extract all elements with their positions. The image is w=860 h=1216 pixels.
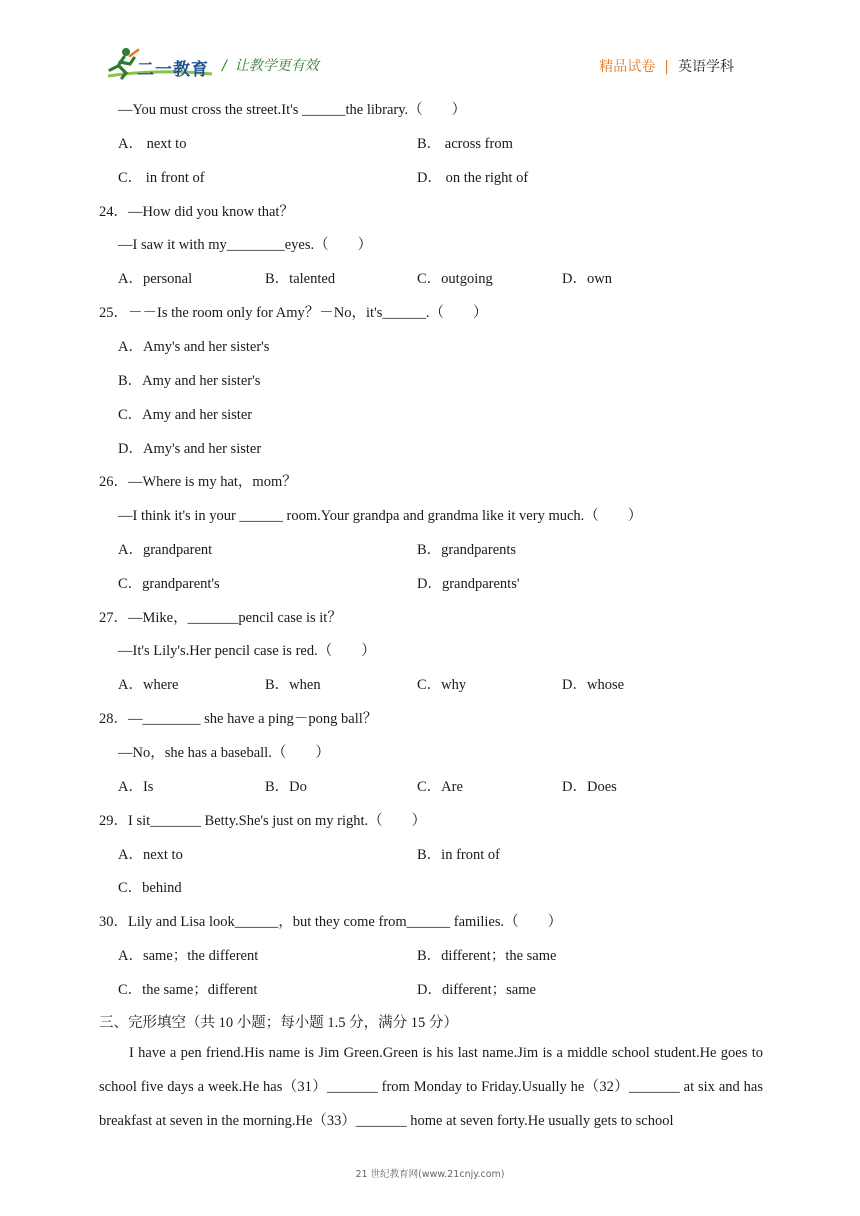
- question-line: D．whose: [562, 677, 625, 693]
- question-line: B．talented: [265, 271, 336, 287]
- question-line: A．Is: [118, 779, 154, 795]
- header-tag-subject: 英语学科: [678, 59, 734, 75]
- header-tag-quality: 精品试卷: [599, 59, 656, 75]
- question-line: 27．—Mike，_______pencil case is it？: [99, 610, 342, 626]
- question-line: B．in front of: [417, 847, 500, 863]
- question-line: A． next to: [118, 136, 187, 152]
- question-line: D．own: [562, 271, 612, 287]
- question-line: B． across from: [417, 136, 513, 152]
- cloze-passage: [99, 1036, 763, 1138]
- question-line: 28．—________ she have a ping－pong ball？: [99, 711, 378, 727]
- question-line: 25．－－Is the room only for Amy？－No，it's______.（ ）: [99, 305, 488, 321]
- question-line: —It's Lily's.Her pencil case is red.（ ）: [118, 643, 376, 659]
- question-line: —I think it's in your ______ room.Your grandpa and grandma like it very much.（ ）: [118, 508, 643, 524]
- question-line: D．Does: [562, 779, 617, 795]
- question-line: A．where: [118, 677, 179, 693]
- question-line: C．behind: [118, 880, 182, 896]
- question-line: C．why: [417, 677, 467, 693]
- question-line: C． in front of: [118, 170, 205, 186]
- page-footer: 21 世纪教育网(www.21cnjy.com): [355, 1169, 505, 1180]
- question-line: D．Amy's and her sister: [118, 441, 262, 457]
- question-line: D．grandparents': [417, 576, 520, 592]
- question-line: A．grandparent: [118, 542, 213, 558]
- question-line: C．outgoing: [417, 271, 493, 287]
- question-line: B．when: [265, 677, 321, 693]
- question-line: —You must cross the street.It's ______the library.（ ）: [118, 102, 467, 118]
- brand-name: 二一教育: [137, 60, 209, 80]
- question-line: 三、完形填空（共 10 小题；每小题 1.5 分，满分 15 分）: [99, 1015, 458, 1031]
- question-line: A．Amy's and her sister's: [118, 339, 270, 355]
- question-line: C．grandparent's: [118, 576, 220, 592]
- question-line: D．different；same: [417, 982, 536, 998]
- question-line: C．Amy and her sister: [118, 407, 253, 423]
- question-line: —I saw it with my________eyes.（ ）: [118, 237, 373, 253]
- question-line: B．grandparents: [417, 542, 517, 558]
- question-line: 29．I sit_______ Betty.She's just on my right.（ ）: [99, 813, 427, 829]
- question-line: B．Do: [265, 779, 307, 795]
- question-line: B．Amy and her sister's: [118, 373, 261, 389]
- question-line: C．Are: [417, 779, 463, 795]
- question-line: A．next to: [118, 847, 183, 863]
- slogan-text: 让教学更有效: [234, 58, 319, 74]
- page-header: [0, 0, 860, 90]
- question-line: B．different；the same: [417, 948, 557, 964]
- question-line: 30．Lily and Lisa look______，but they come from______ families.（ ）: [99, 914, 563, 930]
- passage-text: I have a pen friend.His name is Jim Green.Green is his last name.Jim is a middle school student.He goes to school five days a week.He has（31）_______ from Monday to Friday.Usually he（32）_______ at six and has breakfast at seven in the morning.He（33）_______ home at seven forty.He usually gets to school: [99, 1045, 763, 1129]
- question-line: C．the same；different: [118, 982, 258, 998]
- header-subject: 精品试卷 | 英语学科: [599, 59, 734, 75]
- question-line: 26．—Where is my hat，mom？: [99, 474, 297, 490]
- question-line: A．same；the different: [118, 948, 259, 964]
- question-line: —No，she has a baseball.（ ）: [118, 745, 330, 761]
- question-line: 24．—How did you know that？: [99, 204, 294, 220]
- question-line: A．personal: [118, 271, 193, 287]
- question-line: D． on the right of: [417, 170, 529, 186]
- slogan: / 让教学更有效: [222, 58, 319, 74]
